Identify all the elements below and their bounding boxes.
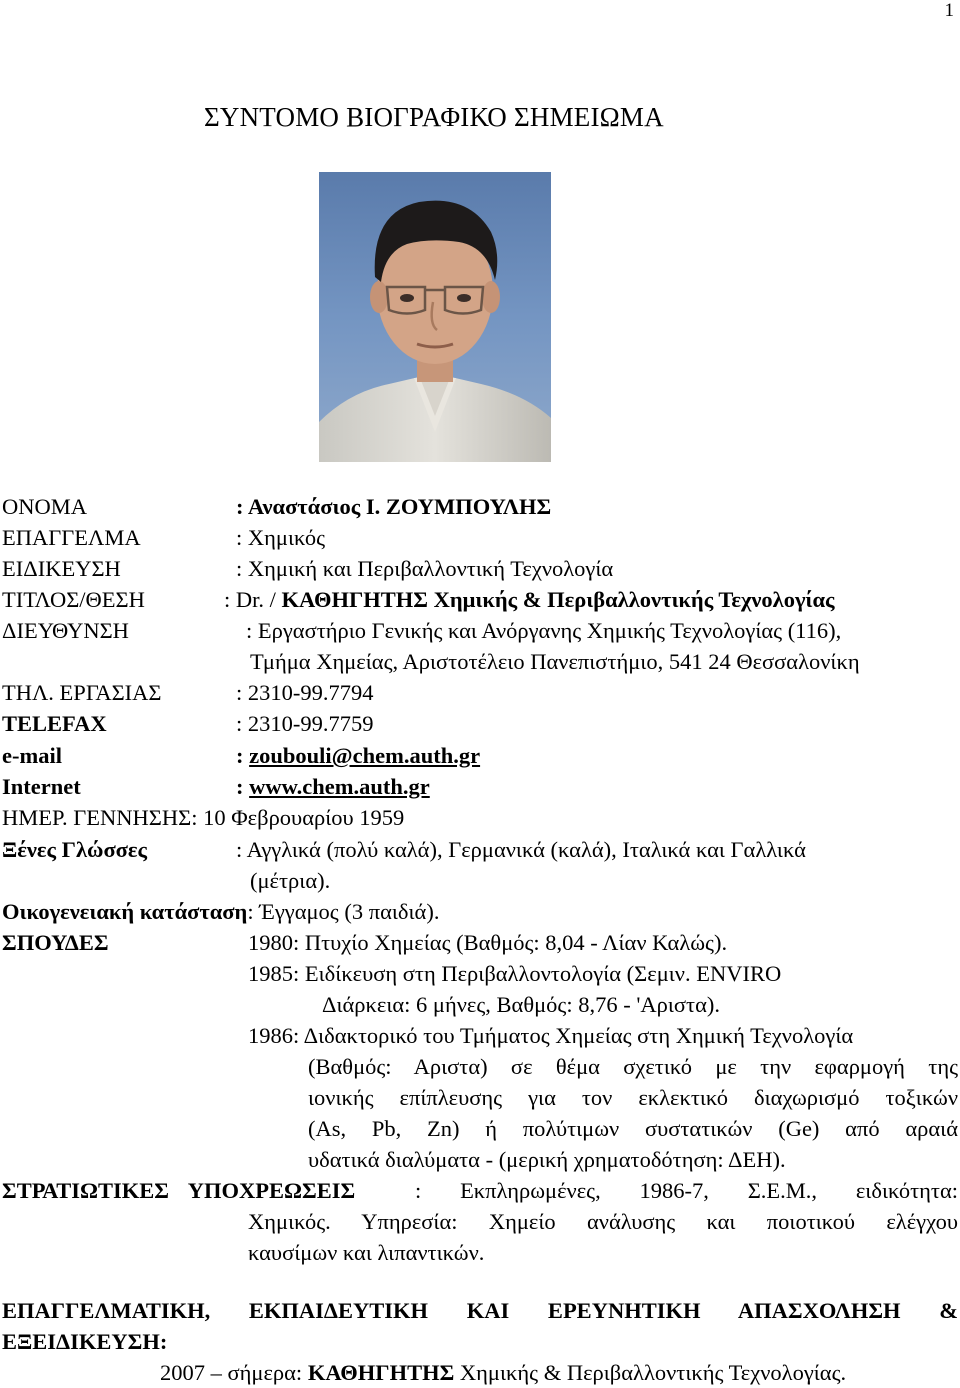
internet-label: Internet [2,774,81,799]
studies-line-4: 1986: Διδακτορικό του Τμήματος Χημείας στη Χημική Τεχνολογία [248,1023,854,1048]
studies-line-3: Διάρκεια: 6 μήνες, Βαθμός: 8,76 - 'Αριστα). [322,992,720,1017]
family-status-label: Οικογενειακή κατάσταση [2,899,248,924]
studies-label: ΣΠΟΥΔΕΣ [2,930,109,955]
title-position-label: ΤΙΤΛΟΣ/ΘΕΣΗ [2,587,145,612]
employment-entry-field: Χημικής & Περιβαλλοντικής Τεχνολογίας. [459,1360,847,1385]
birth-date-label: ΗΜΕΡ. ΓΕΝΝΗΣΗΣ [2,805,192,830]
studies-line-1: 1980: Πτυχίο Χημείας (Βαθμός: 8,04 - Λίαν Καλώς). [248,930,728,955]
portrait-photo [319,172,551,462]
email-colon: : [236,743,244,768]
title-position-value: ΚΑΘΗΓΗΤΗΣ Χημικής & Περιβαλλοντικής Τεχνολογίας [281,587,835,612]
studies-line-2: 1985: Ειδίκευση στη Περιβαλλοντολογία (Σεμιν. ENVIRO [248,961,782,986]
employment-heading-line-1: ΕΠΑΓΓΕΛΜΑΤΙΚΗ, ΕΚΠΑΙΔΕΥΤΙΚΗ ΚΑΙ ΕΡΕΥΝΗΤΙΚΗ ΑΠΑΣΧΟΛΗΣΗ & [2,1298,958,1323]
family-status-value: : Έγγαμος (3 παιδιά). [247,899,440,924]
employment-entry [160,1360,846,1386]
languages-label: Ξένες Γλώσσες [2,837,148,862]
employment-heading-line-2: ΕΞΕΙΔΙΚΕΥΣΗ: [2,1329,168,1354]
name-value: : Αναστάσιος Ι. ΖΟΥΜΠΟΥΛΗΣ [236,494,552,519]
portrait-illustration [319,172,551,462]
internet-colon: : [236,774,244,799]
field-birth-date [2,805,404,831]
military-label: ΣΤΡΑΤΙΩΤΙΚΕΣ ΥΠΟΧΡΕΩΣΕΙΣ [2,1178,356,1203]
studies-line-8: υδατικά διαλύματα - (μερική χρηματοδότηση: ΔΕΗ). [308,1147,786,1172]
work-phone-value: : 2310-99.7794 [236,680,374,705]
employment-heading-wrap [2,1298,958,1324]
specialty-value: : Χημική και Περιβαλλοντική Τεχνολογία [236,556,614,581]
address-label: ΔΙΕΥΘΥΝΣΗ [2,618,129,643]
profession-value: : Χημικός [236,525,326,550]
studies-line-7 [308,1116,958,1142]
email-label: e-mail [2,743,62,768]
studies-line-5 [308,1054,958,1080]
languages-line-2: (μέτρια). [250,868,331,893]
fax-label: TELEFAX [2,711,107,736]
languages-line-1: : Αγγλικά (πολύ καλά), Γερμανικά (καλά), Ιταλικά και Γαλλικά [236,837,806,862]
address-line-2: Τμήμα Χημείας, Αριστοτέλειο Πανεπιστήμιο, 541 24 Θεσσαλονίκη [250,649,860,674]
name-label: ΟΝΟΜΑ [2,494,88,519]
internet-link[interactable]: www.chem.auth.gr [249,774,430,799]
work-phone-label: ΤΗΛ. ΕΡΓΑΣΙΑΣ [2,680,162,705]
employment-entry-rank: ΚΑΘΗΓΗΤΗΣ [307,1360,455,1385]
address-line-1: : Εργαστήριο Γενικής και Ανόργανης Χημικής Τεχνολογίας (116), [246,618,842,643]
birth-date-value: : 10 Φεβρουαρίου 1959 [191,805,405,830]
profession-label: ΕΠΑΓΓΕΛΜΑ [2,525,141,550]
employment-entry-period: 2007 – σήμερα: [160,1360,303,1385]
military-line-2-wrap [248,1209,958,1235]
title-position-prefix: : Dr. / [224,587,276,612]
studies-line-5-text: (Βαθμός: Αριστα) σε θέμα σχετικό με την εφαρμογή της [308,1054,958,1079]
email-link[interactable]: zoubouli@chem.auth.gr [249,743,481,768]
studies-line-6 [308,1085,958,1111]
studies-line-7-text: (As, Pb, Zn) ή πολύτιμων συστατικών (Ge) από αραιά [308,1116,958,1141]
military-line-1: : Εκπληρωμένες, 1986-7, Σ.Ε.Μ., ειδικότητα: [415,1178,958,1203]
page-number: 1 [944,0,954,21]
field-family-status [2,899,439,925]
fax-value: : 2310-99.7759 [236,711,374,736]
document-title: ΣΥΝΤΟΜΟ ΒΙΟΓΡΑΦΙΚΟ ΣΗΜΕΙΩΜΑ [204,102,664,132]
specialty-label: ΕΙΔΙΚΕΥΣΗ [2,556,121,581]
military-line-2: Χημικός. Υπηρεσία: Χημείο ανάλυσης και ποιοτικού ελέγχου [248,1209,958,1234]
military-line-3: καυσίμων και λιπαντικών. [248,1240,485,1265]
studies-line-6-text: ιονικής επίπλευσης για τον εκλεκτικό διαχωρισμό τοξικών [308,1085,958,1110]
